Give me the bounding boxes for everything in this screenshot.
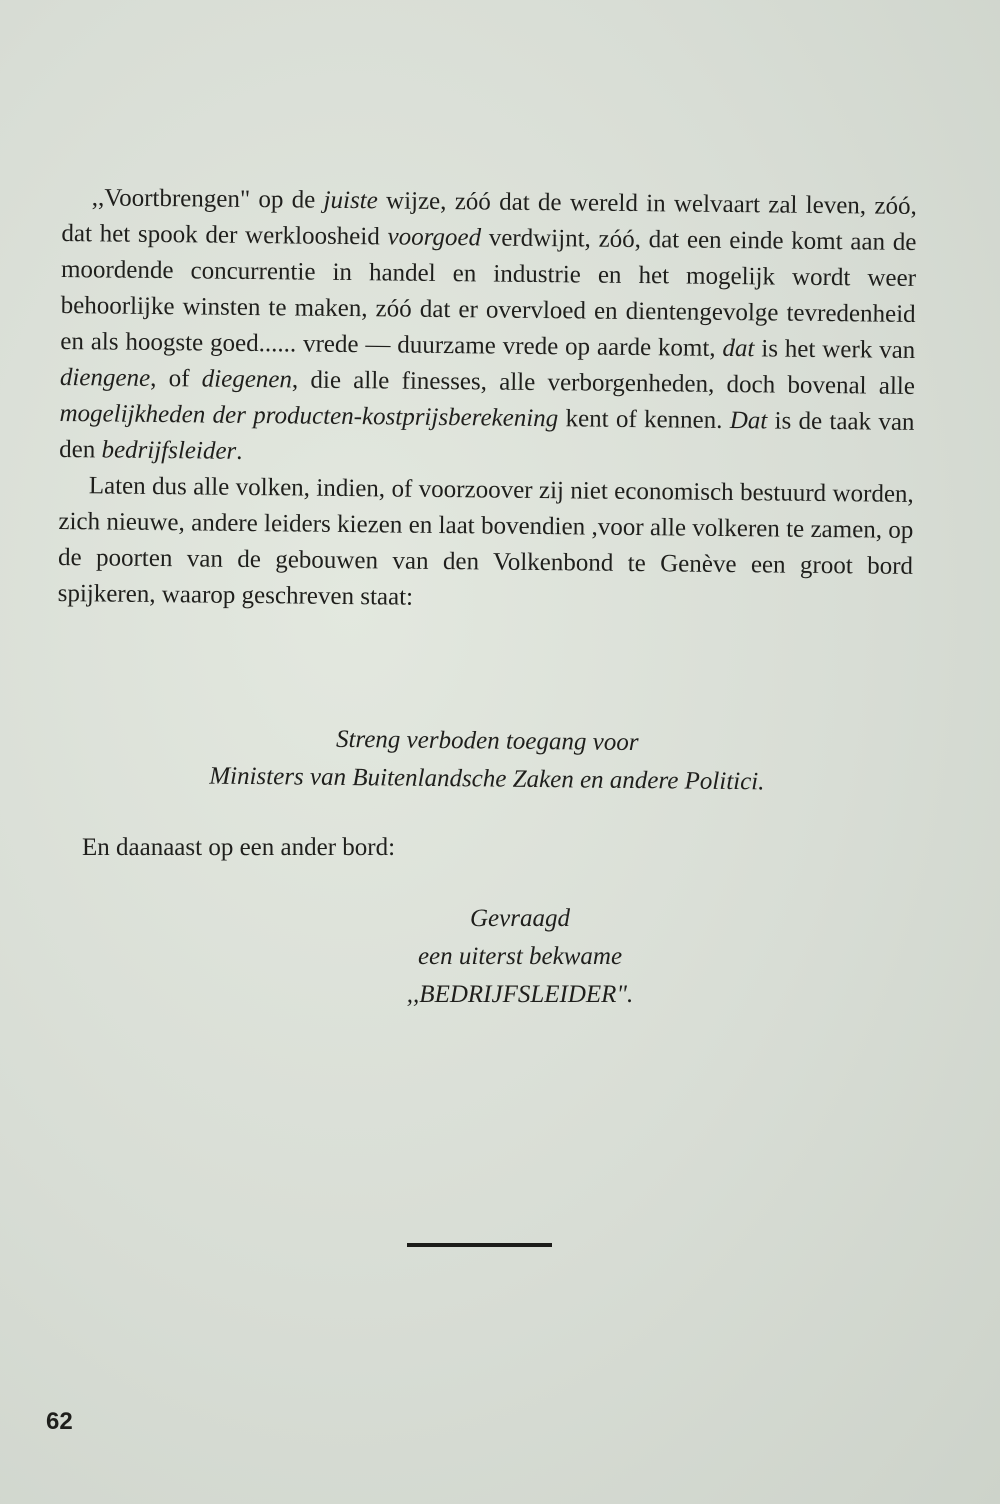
notice-sign-1 — [59, 718, 915, 803]
text-segment: wijze, zóó dat de wereld in welvaart zal leven, zóó, dat het spook der werkloosheid — [61, 187, 917, 251]
italic-text-segment: diengene — [59, 363, 151, 392]
section-divider — [407, 1243, 552, 1247]
italic-text-segment: diegenen — [201, 365, 293, 394]
notice-1-line-2: Ministers van Buitenlandsche Zaken en andere Politici. — [209, 762, 765, 796]
italic-text-segment: Dat — [729, 407, 768, 435]
text-segment: , die alle finesses, alle verborgenheden, doch bovenal alle — [291, 366, 916, 400]
text-segment: ,,Voortbrengen" op de — [91, 184, 324, 214]
italic-text-segment: dat — [722, 334, 755, 363]
italic-text-segment: bedrijfsleider — [101, 436, 237, 465]
page-number: 62 — [46, 1408, 73, 1435]
paragraph-2 — [57, 468, 913, 621]
notice-2-line-2: een uiterst bekwame — [417, 943, 623, 970]
body-text — [57, 180, 916, 621]
italic-text-segment: juiste — [323, 186, 378, 215]
notice-1-line-1: Streng verboden toegang voor — [335, 725, 639, 757]
text-segment: is het werk van — [754, 335, 916, 364]
paragraph-1 — [59, 180, 917, 477]
italic-text-segment: mogelijkheden der producten-kostprijsberekening — [59, 399, 559, 433]
text-segment: . — [236, 437, 243, 465]
text-segment: , of — [150, 364, 202, 393]
italic-text-segment: voorgoed — [387, 223, 482, 252]
notice-2-line-3: ,,BEDRIJFSLEIDER". — [406, 981, 634, 1008]
notice-sign-2 — [260, 900, 780, 1014]
second-sign-intro: En daanaast op een ander bord: — [82, 834, 396, 861]
text-segment: Laten dus alle volken, indien, of voorzoover zij niet economisch bestuurd worden, zich nieuwe, andere leiders kiezen en laat bovendien ,voor alle volkeren te zamen, op de poorten van de gebouwen van den Volkenbond te Genève een groot bord spijkeren, waarop geschreven staat: — [57, 472, 914, 611]
notice-2-line-1: Gevraagd — [470, 905, 570, 932]
text-segment: kent of kennen. — [558, 405, 730, 435]
text-segment: is de taak van den — [59, 407, 915, 464]
text-segment: verdwijnt, zóó, dat een einde komt aan de moordende concurrentie in handel en industrie en het mogelijk wordt weer behoorlijke winsten te maken, zóó dat er overvloed en dientengevolge tevredenheid en als hoogste goed...... vrede — duurzame vrede op aarde komt, — [60, 224, 917, 362]
